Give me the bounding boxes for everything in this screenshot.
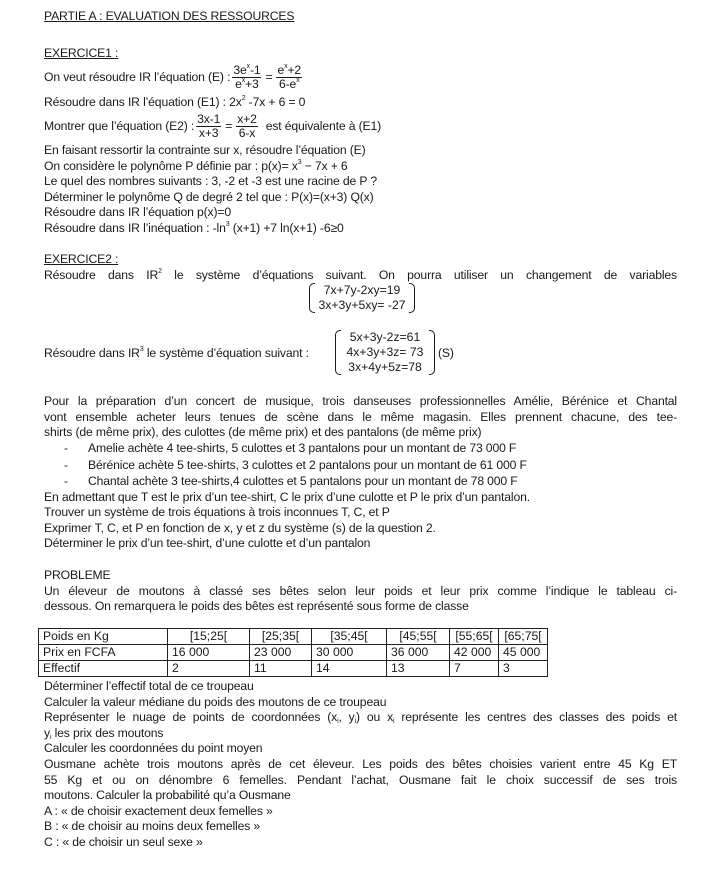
exercise1-q3: En faisant ressortir la contrainte sur x, résoudre l’équation (E) [44,143,366,157]
exercise2-q1: Résoudre dans $IR^2$ le système d’équations suivant. On pourra utiliser un changement de variables [44,268,677,282]
fraction-e2-lhs: $\frac{3x-1}{x+3}$ [197,111,221,140]
probleme-intro-line1: Un éleveur de moutons à classé ses bêtes selon leur poids et leur prix comme l’indique le tableau ci- [44,584,677,598]
exercise1-intro: On veut résoudre IR l’équation (E) : $\frac{3e^x-1}{e^x+3}$ = $\frac{e^x+2}{6-e^x}$ [44,62,302,91]
probleme-q5-line2: 55 Kg et ou on dénombre 6 femelles. Pendant l’achat, Ousmane fait le choix successif de ses trois [44,773,677,787]
exercise1-q7: Résoudre dans IR l’équation p(x)=0 [44,205,231,219]
event-a: A : « de choisir exactement deux femelles » [44,804,273,818]
left-brace [335,330,341,375]
exercise2-paragraph-line2: vont ensemble acheter leurs tenues de scène dans le même magasin. Elles prennent chacune, des tee- [44,410,677,424]
document-page: PARTIE A : EVALUATION DES RESSOURCES EXERCICE1 : On veut résoudre IR l’équation (E) : $\frac{3e^x-1}{e^x+3}$ = $\frac{e^x+2}{6-e^x}$ Résoudre dans IR l’équation (E1) : $2x^2$ -7x + 6 = 0 Montrer que l’équation (E2) : $\frac{3x-1}{x+3}$ = $\frac{x+2}{6-x}$ est équivalente à (E1) En faisant ressortir la contrainte sur x, résoudre l’équation (E) On considère le polynôme P définie par : $p(x)= x^3 - 7x + 6$ Le quel des nombres suivants : 3, -2 et -3 est une racine de P ? Déterminer le polynôme Q de degré 2 tel que : P(x)=(x+3) Q(x) Résoudre dans IR l’équation p(x)=0 Résoudre dans IR l’inéquation : $-\ln^3$ (x+1) +7 ln(x+1) -6≥0 EXERCICE2 : Résoudre dans $IR^2$ le système d’équations suivant. On pourra utiliser un changement de variables 7x+7y-2xy=19 3x+3y+5xy= -27 Résoudre dans $IR^3$ le système d’équation suivant : 5x+3y-2z=61 4x+3y+3z= 73 3x+4y+5z=78 (S) Pour la préparation d’un concert de musique, trois danseuses professionnelles Amélie, Bérénice et Chantal vont ensemble acheter leurs tenues de scène dans le même magasin. Elles prennent chacune, des tee- shirts (de même prix), des culottes (de même prix) et des pantalons (de même prix) - Amelie achète 4 tee-shirts, 5 culottes et 3 pantalons pour un montant de 73 000 F - Bérénice achète 5 tee-shirts, 3 culottes et 2 pantalons pour un montant de 61 000 F - Chantal achète 3 tee-shirts,4 culottes et 5 pantalons pour un montant de 78 000 F En admettant que T est le prix d’un tee-shirt, C le prix d’une culotte et P le prix d’un pantalon. Trouver un système de trois équations à trois inconnues T, C, et P Exprimer T, C, et P en fonction de x, y et z du système (s) de la question 2. Déterminer le prix d’un tee-shirt, d’une culotte et d’un pantalon PROBLEME Un éleveur de moutons à classé ses bêtes selon leur poids et leur prix comme l’indique le tableau ci- dessous. On remarquera le poids des bêtes est représenté sous forme de classe Poids en Kg [15;25[ [25;35[ [35;45[ [45;55[ [55;65[ [65;75[ Prix en FCFA 16 000 23 000 30 000 36 000 42 000 45 000 Effectif 2 11 14 13 7 3 Déterminer l’effectif total de ce troupeau Calculer la valeur médiane du poids des moutons de ce troupeau Représenter le nuage de points de coordonnées ($x_i$, $y_i$) ou $x_i$ représente les centres des classes des poids et $y_i$ les prix des moutons Calculer les coordonnées du point moyen Ousmane achète trois moutons après de cet éleveur. Les poids des bêtes choisies varient entre 45 Kg ET 55 Kg et ou on dénombre 6 femelles. Pendant l’achat, Ousmane fait le choix successif de ses trois moutons. Calculer la probabilité qu’a Ousmane A : « de choisir exactement deux femelles » B : « de choisir au moins deux femelles » C : « de choisir un seul sexe » [0,0,720,876]
probleme-q5-line1: Ousmane achète trois moutons après de cet éleveur. Les poids des bêtes choisies varient entre 45 Kg ET [44,757,677,771]
probleme-q1: Déterminer l’effectif total de ce troupeau [44,679,254,693]
exercise1-title: EXERCICE1 : [44,46,119,60]
exercise2-title: EXERCICE2 : [44,252,119,266]
probleme-q4: Calculer les coordonnées du point moyen [44,741,263,755]
exercise2-q5: Exprimer T, C, et P en fonction de x, y et z du système (s) de la question 2. [44,521,436,535]
left-brace [309,283,315,313]
sheep-data-table [38,628,548,677]
exercise2-q6: Déterminer le prix d’un tee-shirt, d’une culotte et d’un pantalon [44,536,371,550]
part-title: PARTIE A : EVALUATION DES RESSOURCES [44,9,295,23]
exercise2-paragraph-line3: shirts (de même prix), des culottes (de même prix) et des pantalons (de même prix) [44,425,482,439]
exercise2-q4: Trouver un système de trois équations à trois inconnues T, C, et P [44,505,390,519]
exercise1-q5: Le quel des nombres suivants : 3, -2 et -3 est une racine de P ? [44,174,377,188]
exercise1-q8: Résoudre dans IR l’inéquation : $-\ln^3$ (x+1) +7 ln(x+1) -6≥0 [44,221,344,235]
fraction-e-rhs: $\frac{e^x+2}{6-e^x}$ [277,62,302,91]
event-b: B : « de choisir au moins deux femelles » [44,819,261,833]
exercise2-q3: En admettant que T est le prix d’un tee-shirt, C le prix d’une culotte et P le prix d’un pantalon. [44,490,530,504]
fraction-e2-rhs: $\frac{x+2}{6-x}$ [237,111,257,140]
event-c: C : « de choisir un seul sexe » [44,835,203,849]
exercise2-paragraph-line1: Pour la préparation d’un concert de musique, trois danseuses professionnelles Amélie, Bérénice et Chantal [44,394,677,408]
probleme-q5-line3: moutons. Calculer la probabilité qu’a Ousmane [44,788,291,802]
equation-system-2: 5x+3y-2z=61 4x+3y+3z= 73 3x+4y+5z=78 [342,330,428,375]
exercise1-q2: Montrer que l’équation (E2) : $\frac{3x-1}{x+3}$ = $\frac{x+2}{6-x}$ est équivalente à (E1) [44,111,381,140]
table-row: Poids en Kg [15;25[ [25;35[ [35;45[ [45;55[ [55;65[ [65;75[ [39,629,548,645]
fraction-e-lhs: $\frac{3e^x-1}{e^x+3}$ [233,62,261,91]
probleme-title: PROBLEME [44,568,111,582]
exercise1-q1: Résoudre dans IR l’équation (E1) : $2x^2$ -7x + 6 = 0 [44,95,306,109]
exercise1-q4: On considère le polynôme P définie par : $p(x)= x^3 - 7x + 6$ [44,159,348,173]
table-row: Effectif 2 11 14 13 7 3 [39,661,548,677]
probleme-q2: Calculer la valeur médiane du poids des moutons de ce troupeau [44,695,387,709]
table-row: Prix en FCFA 16 000 23 000 30 000 36 000 42 000 45 000 [39,645,548,661]
right-brace [429,330,435,375]
probleme-intro-line2: dessous. On remarquera le poids des bêtes est représenté sous forme de classe [44,599,469,613]
exercise1-q6: Déterminer le polynôme Q de degré 2 tel que : P(x)=(x+3) Q(x) [44,190,374,204]
equation-system-1: 7x+7y-2xy=19 3x+3y+5xy= -27 [316,283,408,313]
probleme-q3-line1: Représenter le nuage de points de coordonnées ($x_i$, $y_i$) ou $x_i$ représente les centres des classes des poids et [44,710,677,725]
system-label: (S) [438,346,454,360]
exercise2-q2: Résoudre dans $IR^3$ le système d’équation suivant : [44,346,309,360]
right-brace [409,283,415,313]
probleme-q3-line2: $y_i$ les prix des moutons [44,726,164,741]
